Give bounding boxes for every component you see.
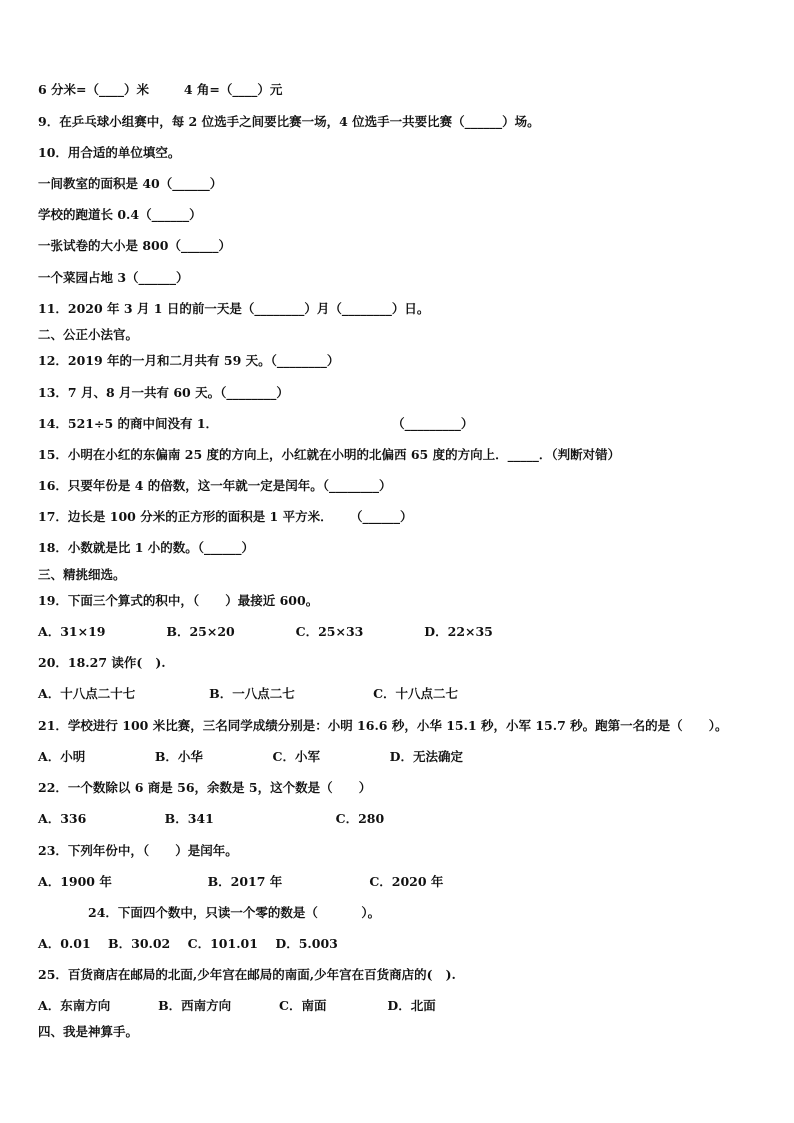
question-23-options: A．1900 年 B．2017 年 C．2020 年 (38, 874, 444, 889)
question-21: 21．学校进行 100 米比赛，三名同学成绩分别是：小明 16.6 秒，小华 15.1 秒，小军 15.7 秒。跑第一名的是（ ）。 (38, 718, 728, 733)
question-15: 15．小明在小红的东偏南 25 度的方向上，小红就在小明的北偏西 65 度的方向上．_____．（判断对错） (38, 447, 621, 462)
question-10: 10．用合适的单位填空。 (38, 145, 181, 160)
question-10-item-1: 一间教室的面积是 40（______） (38, 176, 223, 191)
question-24: 24．下面四个数中，只读一个零的数是（ ）。 (88, 905, 381, 920)
question-19: 19．下面三个算式的积中，（ ）最接近 600。 (38, 593, 319, 608)
question-10-item-4: 一个菜园占地 3（______） (38, 270, 189, 285)
question-22-options: A．336 B．341 C．280 (38, 811, 385, 826)
question-22: 22．一个数除以 6 商是 56，余数是 5，这个数是（ ） (38, 780, 372, 795)
question-25-options: A．东南方向 B．西南方向 C．南面 D．北面 (38, 998, 436, 1013)
line-1: 6 分米=（____）米 4 角=（____）元 (38, 82, 283, 97)
question-18: 18．小数就是比 1 小的数。（______） (38, 540, 255, 555)
question-24-options: A．0.01 B．30.02 C．101.01 D．5.003 (38, 936, 338, 951)
question-19-options: A．31×19 B．25×20 C．25×33 D．22×35 (38, 624, 493, 639)
question-20-options: A．十八点二十七 B．一八点二七 C．十八点二七 (38, 686, 459, 701)
section-4-heading: 四、我是神算手。 (38, 1024, 139, 1039)
question-10-item-2: 学校的跑道长 0.4（______） (38, 207, 202, 222)
question-21-options: A．小明 B．小华 C．小军 D．无法确定 (38, 749, 463, 764)
question-11: 11．2020 年 3 月 1 日的前一天是（________）月（________）日。 (38, 301, 430, 316)
question-14: 14．521÷5 的商中间没有 1． （_________） (38, 416, 474, 431)
question-10-item-3: 一张试卷的大小是 800（______） (38, 238, 231, 253)
question-25: 25．百货商店在邮局的北面,少年宫在邮局的南面,少年宫在百货商店的( ). (38, 967, 456, 982)
section-3-heading: 三、精挑细选。 (38, 567, 126, 582)
question-12: 12．2019 年的一月和二月共有 59 天。（________） (38, 353, 340, 368)
question-9: 9．在乒乓球小组赛中，每 2 位选手之间要比赛一场，4 位选手一共要比赛（______）场。 (38, 114, 540, 129)
question-23: 23．下列年份中，（ ）是闰年。 (38, 843, 238, 858)
question-20: 20．18.27 读作( ). (38, 655, 166, 670)
question-16: 16．只要年份是 4 的倍数，这一年就一定是闰年。（________） (38, 478, 392, 493)
question-17: 17．边长是 100 分米的正方形的面积是 1 平方米． （______） (38, 509, 413, 524)
section-2-heading: 二、公正小法官。 (38, 327, 139, 342)
question-13: 13．7 月、8 月一共有 60 天。（________） (38, 385, 289, 400)
